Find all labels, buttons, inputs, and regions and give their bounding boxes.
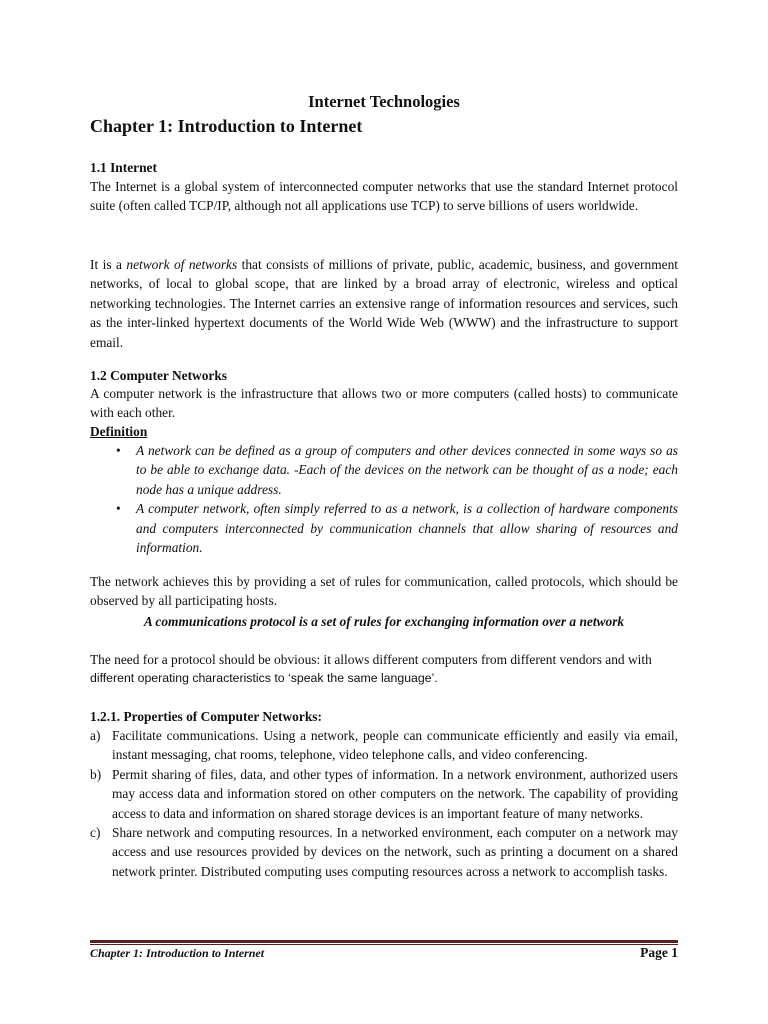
- properties-list: [90, 726, 678, 881]
- paragraph: The need for a protocol should be obvious: it allows different computers from different vendors and with: [90, 652, 652, 667]
- list-marker: a): [90, 728, 101, 743]
- list-text: Permit sharing of files, data, and other types of information. In a network environment, authorized users may access data and information stored on other computers on the network. The capability of providing access to data and information on shared storage devices is an important feature of many networks.: [112, 766, 678, 821]
- section-heading-1-2-1: 1.2.1. Properties of Computer Networks:: [90, 709, 322, 724]
- highlight-statement: A communications protocol is a set of rules for exchanging information over a network: [143, 614, 625, 629]
- definition-heading: Definition: [90, 424, 148, 439]
- paragraph-continuation: different operating characteristics to ‘speak the same language’.: [90, 671, 438, 685]
- chapter-heading: Chapter 1: Introduction to Internet: [90, 116, 363, 136]
- footer-rule: [90, 940, 678, 943]
- list-item: [90, 726, 678, 765]
- text: It is a: [90, 257, 127, 272]
- paragraph: The Internet is a global system of interconnected computer networks that use the standard Internet protocol suite (often called TCP/IP, although not all applications use TCP) to serve billions of users worldwide.: [90, 179, 678, 214]
- list-marker: b): [90, 766, 102, 782]
- paragraph: The network achieves this by providing a set of rules for communication, called protocols, which should be observed by all participating hosts.: [90, 574, 678, 609]
- list-item: • A computer network, often simply referred to as a network, is a collection of hardware components and computers interconnected by communication channels that allow sharing of resources and information.: [90, 499, 678, 557]
- paragraph: A computer network is the infrastructure that allows two or more computers (called hosts) to communicate with each other.: [90, 386, 678, 421]
- document-title: Internet Technologies: [308, 92, 460, 111]
- text: that consists of millions of private, public, academic, business, and government networks, of local to global scope, that are linked by a broad array of electronic, wireless and optical networking technologies. The Internet carries an extensive range of information resources and services, such as the inter-linked hypertext documents of the World Wide Web (WWW) and the infrastructure to support email.: [90, 257, 678, 350]
- definition-list: [90, 441, 678, 557]
- emphasis: network of networks: [126, 257, 238, 272]
- list-item: • A network can be defined as a group of computers and other devices connected in some ways so as to be able to exchange data. -Each of the devices on the network can be thought of as a node; each node has a unique address.: [90, 441, 678, 499]
- list-text: Facilitate communications. Using a network, people can communicate efficiently and easily via email, instant messaging, chat rooms, telephone, video telephone calls, and video conferencing.: [112, 728, 678, 763]
- page-number: Page 1: [640, 945, 678, 960]
- paragraph: [90, 255, 678, 352]
- section-heading-1-1: 1.1 Internet: [90, 160, 157, 175]
- section-heading-1-2: 1.2 Computer Networks: [90, 368, 227, 383]
- list-item: [90, 765, 678, 823]
- list-item: [90, 823, 678, 881]
- list-marker: c): [90, 825, 101, 841]
- footer-chapter: Chapter 1: Introduction to Internet: [90, 946, 265, 960]
- list-text: Share network and computing resources. In a networked environment, each computer on a network may access and use resources provided by devices on the network, such as printing a document on a shared network printer. Distributed computing uses computing resources across a network to accomplish tasks.: [112, 825, 678, 879]
